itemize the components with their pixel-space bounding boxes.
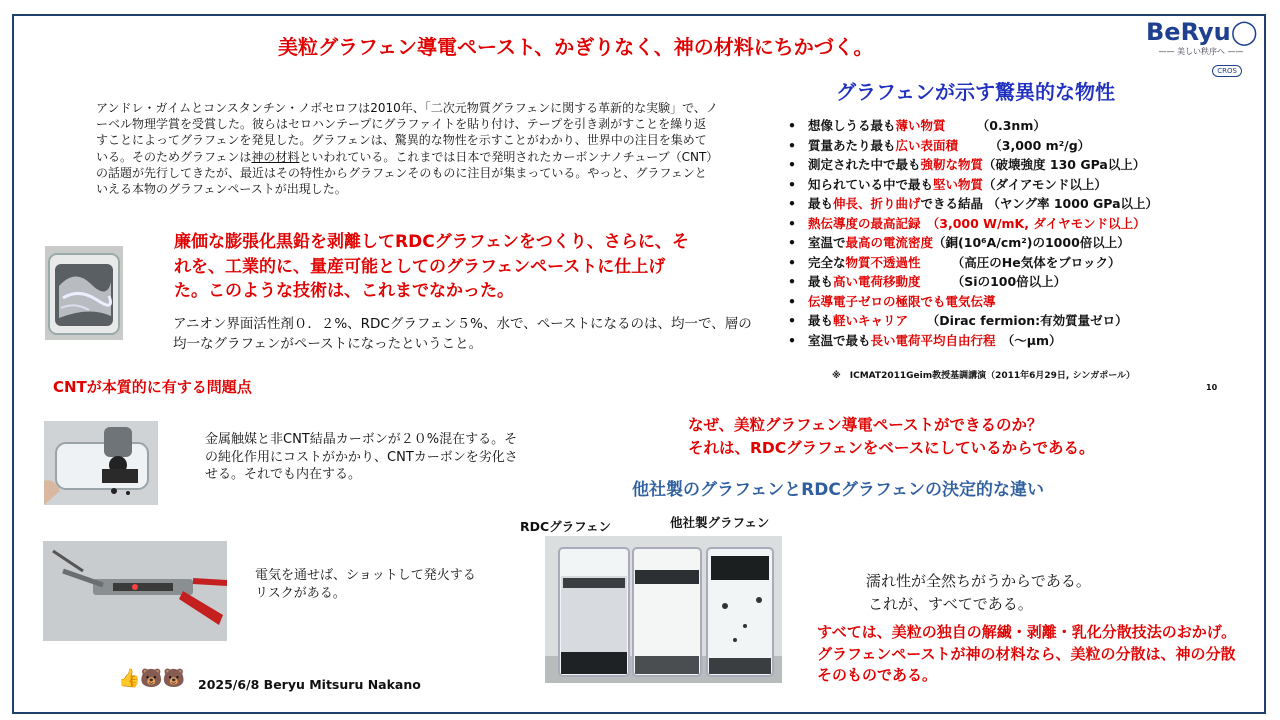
anion-paragraph: アニオン界面活性剤０．２%、RDCグラフェン５%、水で、ペーストになるのは、均一で、層の均一なグラフェンがペーストになったということ。 [173, 316, 752, 352]
property-item [788, 272, 1208, 292]
property-detail: （Siの100倍以上） [920, 274, 1067, 289]
property-highlight: 長い電荷平均自由行程 [870, 332, 996, 348]
property-prefix: 質量あたり最も [808, 137, 896, 153]
property-prefix: 室温で最も [808, 332, 871, 348]
property-prefix: 測定された中で最も [808, 157, 921, 172]
cnt-problems-heading: CNTが本質的に有する問題点 [53, 378, 252, 396]
property-highlight: 物質不透過性 [845, 254, 921, 270]
wet-line2: これが、すべてである。 [868, 594, 1033, 613]
property-prefix: 室温で [808, 235, 846, 250]
property-item [788, 116, 1208, 136]
graphite-container-photo [45, 246, 123, 340]
slide-title: 美粒グラフェン導電ペースト、かぎりなく、神の材料にちかづく。 [278, 35, 874, 59]
property-detail: （高圧のHe気体をブロック） [920, 254, 1121, 270]
property-detail: できる結晶 （ヤング率 1000 GPa以上） [920, 196, 1159, 211]
property-item [788, 194, 1208, 214]
property-prefix: 知られている中で最も [808, 176, 934, 192]
property-detail: （Dirac fermion:有効質量ゼロ） [908, 313, 1128, 328]
why-line1: なぜ、美粒グラフェン導電ペーストができるのか？ [688, 416, 1043, 434]
beryu-logo [1146, 18, 1256, 77]
property-highlight: 伸長、折り曲げ [833, 196, 921, 211]
property-prefix: 伝導電子ゼロの極限でも電気伝導 [808, 293, 996, 309]
cnt-vial-photo [44, 421, 158, 505]
property-prefix: 完全な [808, 254, 846, 270]
footer-icons: 👍🐻🐻 [118, 668, 186, 689]
property-item [788, 292, 1208, 312]
property-prefix: 最も [808, 313, 834, 328]
property-detail: （0.3nm） [945, 118, 1046, 133]
why-question [688, 414, 1094, 459]
beakers-photo [545, 536, 782, 683]
other-graphene-label: 他社製グラフェン [670, 515, 770, 530]
cnt-fire-risk-text: 電気を通せば、ショットして発火するリスクがある。 [255, 568, 476, 601]
conclusion-text: すべては、美粒の独自の解繊・剥離・乳化分散技法のおかげ。グラフェンペーストが神の材料なら、美粒の分散は、神の分散そのものである。 [817, 623, 1237, 684]
beaker-middle [633, 548, 701, 676]
property-detail: （～μm） [995, 332, 1062, 348]
difference-heading: 他社製のグラフェンとRDCグラフェンの決定的な違い [632, 480, 1044, 500]
property-detail: （銅(10⁶A/cm²)の1000倍以上） [933, 235, 1130, 250]
beakers-illustration [545, 536, 782, 683]
beaker-rdc [559, 548, 629, 676]
source-note: ※ ICMAT2011Geim教授基調講演（2011年6月29日, シンガポール） [832, 371, 1136, 381]
properties-list [788, 116, 1208, 350]
property-item [788, 253, 1208, 273]
property-detail: （破壊強度 130 GPa以上） [983, 157, 1146, 172]
intro-paragraph [96, 100, 718, 197]
property-prefix: 熱伝導度の最高記録 [808, 215, 921, 231]
property-item [788, 331, 1208, 351]
property-detail: （3,000 m²/g） [958, 137, 1091, 153]
property-highlight: 広い表面積 [895, 137, 959, 153]
wettability-text [866, 570, 1091, 615]
page-number: 10 [1206, 383, 1218, 392]
graphite-container-illustration [45, 246, 123, 340]
logo-wordmark: BeRyu◯ [1146, 18, 1258, 46]
wet-line1: 濡れ性が全然ちがうからである。 [866, 572, 1091, 590]
property-highlight: 軽いキャリア [833, 313, 909, 328]
rdc-graphene-label: RDCグラフェン [520, 519, 612, 534]
intro-underlined: 神の材料 [251, 149, 300, 164]
property-prefix: 最も [808, 274, 834, 289]
property-item [788, 155, 1208, 175]
property-item [788, 311, 1208, 331]
property-highlight: 高い電荷移動度 [833, 274, 921, 289]
property-prefix: 想像しうる最も [808, 118, 896, 133]
property-item [788, 214, 1208, 234]
logo-tagline: —— 美しい秩序へ —— [1158, 47, 1244, 56]
property-item [788, 136, 1208, 156]
vial-illustration [44, 421, 158, 505]
intro-part1: アンドレ・ガイムとコンスタンチン・ノボセロフは2010年、「二次元物質グラフェンに関する革新的な実験」で、ノーベル物理学賞を受賞した。彼らはセロハンテープにグラファイトを貼り付け、テープを引き剥がすことを繰り返すことによってグラフェンを発見した。グラフェンは、驚異的な物性を示すことがわかり、世界中の注目を集めている。そのためグラフェンは [96, 101, 718, 164]
property-item [788, 233, 1208, 253]
cnt-impurity-text: 金属触媒と非CNT結晶カーボンが２０%混在する。その純化作用にコストがかかり、CNTカーボンを劣化させる。それでも内在する。 [205, 432, 518, 482]
cros-badge: CROS [1212, 65, 1242, 77]
property-highlight: 最高の電流密度 [845, 235, 934, 250]
property-highlight: 強靭な物質 [920, 157, 984, 172]
clip-illustration [43, 541, 227, 641]
property-detail: （3,000 W/mK, ダイヤモンド以上） [920, 215, 1146, 231]
property-detail: （ダイアモンド以上） [983, 176, 1107, 192]
property-item [788, 175, 1208, 195]
intro-part2: といわれている。これまでは日本で発明されたカーボンナノチューブ（CNT）の話題が先行してきたが、最近はその特性からグラフェンそのものに注目が集まっている。やっと、グラフェンといえる本物のグラフェンペーストが出現した。 [96, 149, 713, 197]
property-highlight: 薄い物質 [895, 118, 946, 133]
why-line2: それは、RDCグラフェンをベースにしているからである。 [688, 438, 1095, 457]
beaker-other [707, 548, 773, 676]
property-highlight: 堅い物質 [933, 176, 984, 192]
property-prefix: 最も [808, 196, 834, 211]
footer-credit: 2025/6/8 Beryu Mitsuru Nakano [198, 677, 421, 692]
rdc-production-paragraph: 廉価な膨張化黒鉛を剥離してRDCグラフェンをつくり、さらに、それを、工業的に、量産可能としてのグラフェンペーストに仕上げた。このような技術は、これまでなかった。 [174, 232, 689, 301]
spark-test-photo [43, 541, 227, 641]
properties-heading: グラフェンが示す驚異的な物性 [836, 80, 1115, 104]
